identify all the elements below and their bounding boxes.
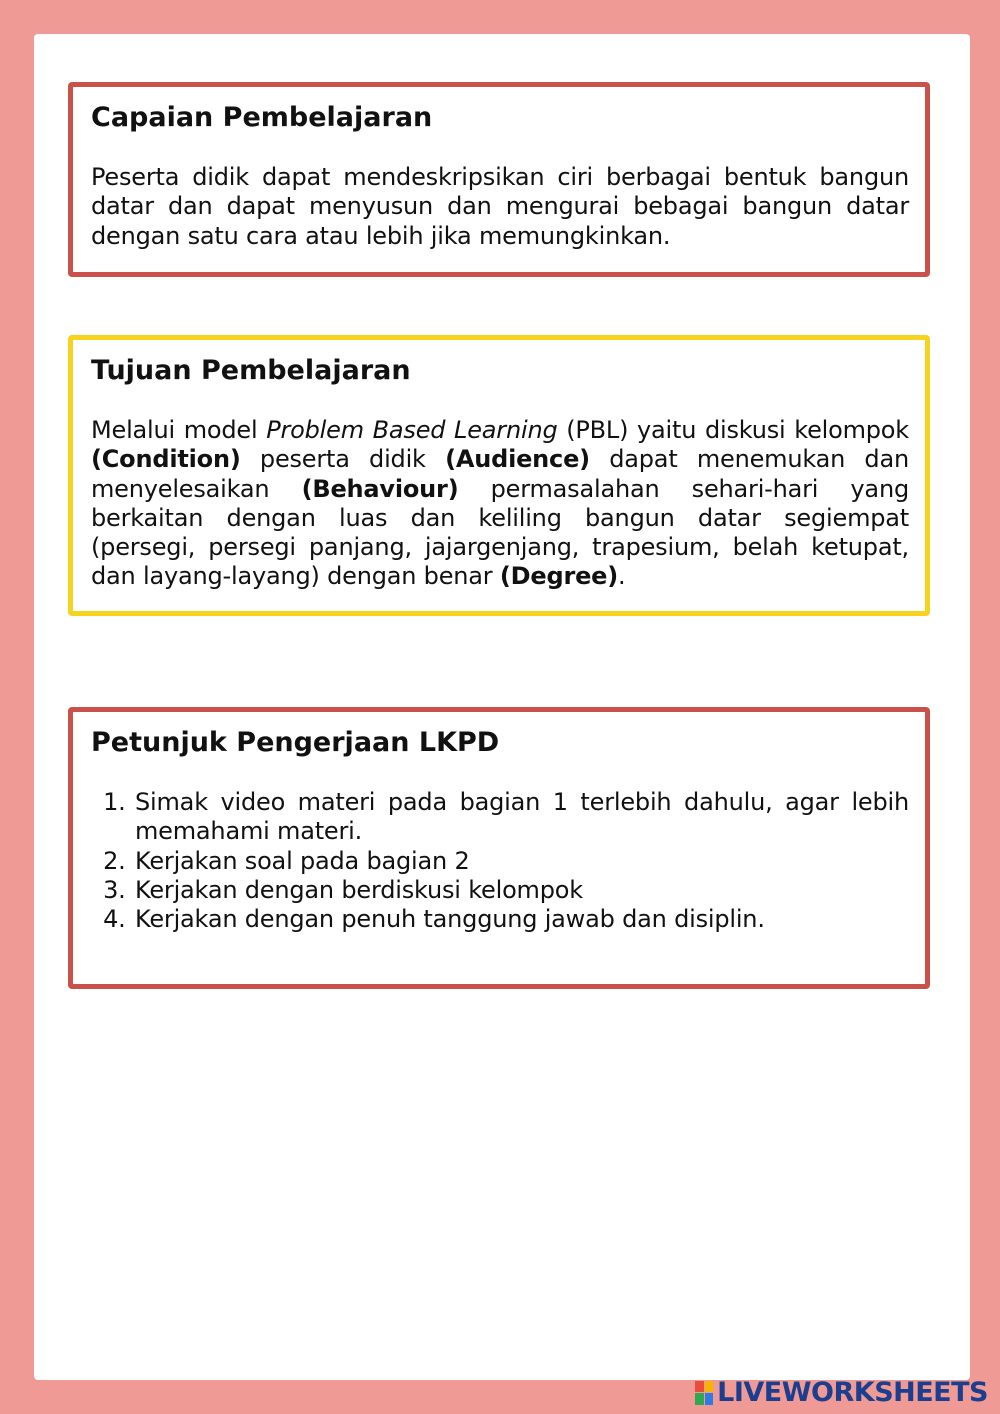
capaian-title: Capaian Pembelajaran: [91, 102, 433, 133]
tujuan-title: Tujuan Pembelajaran: [91, 355, 411, 386]
petunjuk-list: [91, 788, 909, 934]
tujuan-body: [91, 416, 909, 592]
liveworksheets-logo[interactable]: [695, 1377, 988, 1408]
liveworksheets-logo-icon: [695, 1381, 713, 1405]
tujuan-text: .: [618, 562, 626, 591]
tujuan-text: Melalui model: [91, 416, 267, 444]
logo-text: LIVEWORKSHEETS: [717, 1377, 988, 1408]
behaviour-label: (Behaviour): [301, 474, 459, 503]
tujuan-text: peserta didik: [240, 445, 446, 474]
list-item: 1. Simak video materi pada bagian 1 terlebih dahulu, agar lebih memahami materi.: [133, 788, 909, 847]
tujuan-text: dapat menemukan dan menyelesaikan: [91, 445, 909, 503]
list-item: 4. Kerjakan dengan penuh tanggung jawab dan disiplin.: [133, 905, 909, 934]
tujuan-section: [68, 335, 930, 616]
petunjuk-title: Petunjuk Pengerjaan LKPD: [91, 727, 500, 758]
tujuan-text: (PBL) yaitu diskusi kelompok: [557, 416, 909, 444]
audience-label: (Audience): [445, 445, 590, 474]
list-item: 3. Kerjakan dengan berdiskusi kelompok: [133, 876, 909, 905]
list-item: 2. Kerjakan soal pada bagian 2: [133, 847, 909, 876]
degree-label: (Degree): [499, 562, 619, 591]
tujuan-text: permasalahan sehari-hari yang berkaitan dengan luas dan keliling bangun datar segiempat (persegi, persegi panjang, jajargenjang, trapesium, belah ketupat, dan layang-layang) dengan benar: [91, 474, 909, 591]
condition-label: (Condition): [91, 445, 241, 474]
tujuan-pbl-term: Problem Based Learning: [266, 416, 558, 444]
capaian-section: [68, 82, 930, 277]
capaian-body: Peserta didik dapat mendeskripsikan ciri berbagai bentuk bangun datar dan dapat menyusun dan mengurai bebagai bangun datar dengan satu cara atau lebih jika memungkinkan.: [91, 163, 909, 250]
petunjuk-section: [68, 707, 930, 989]
